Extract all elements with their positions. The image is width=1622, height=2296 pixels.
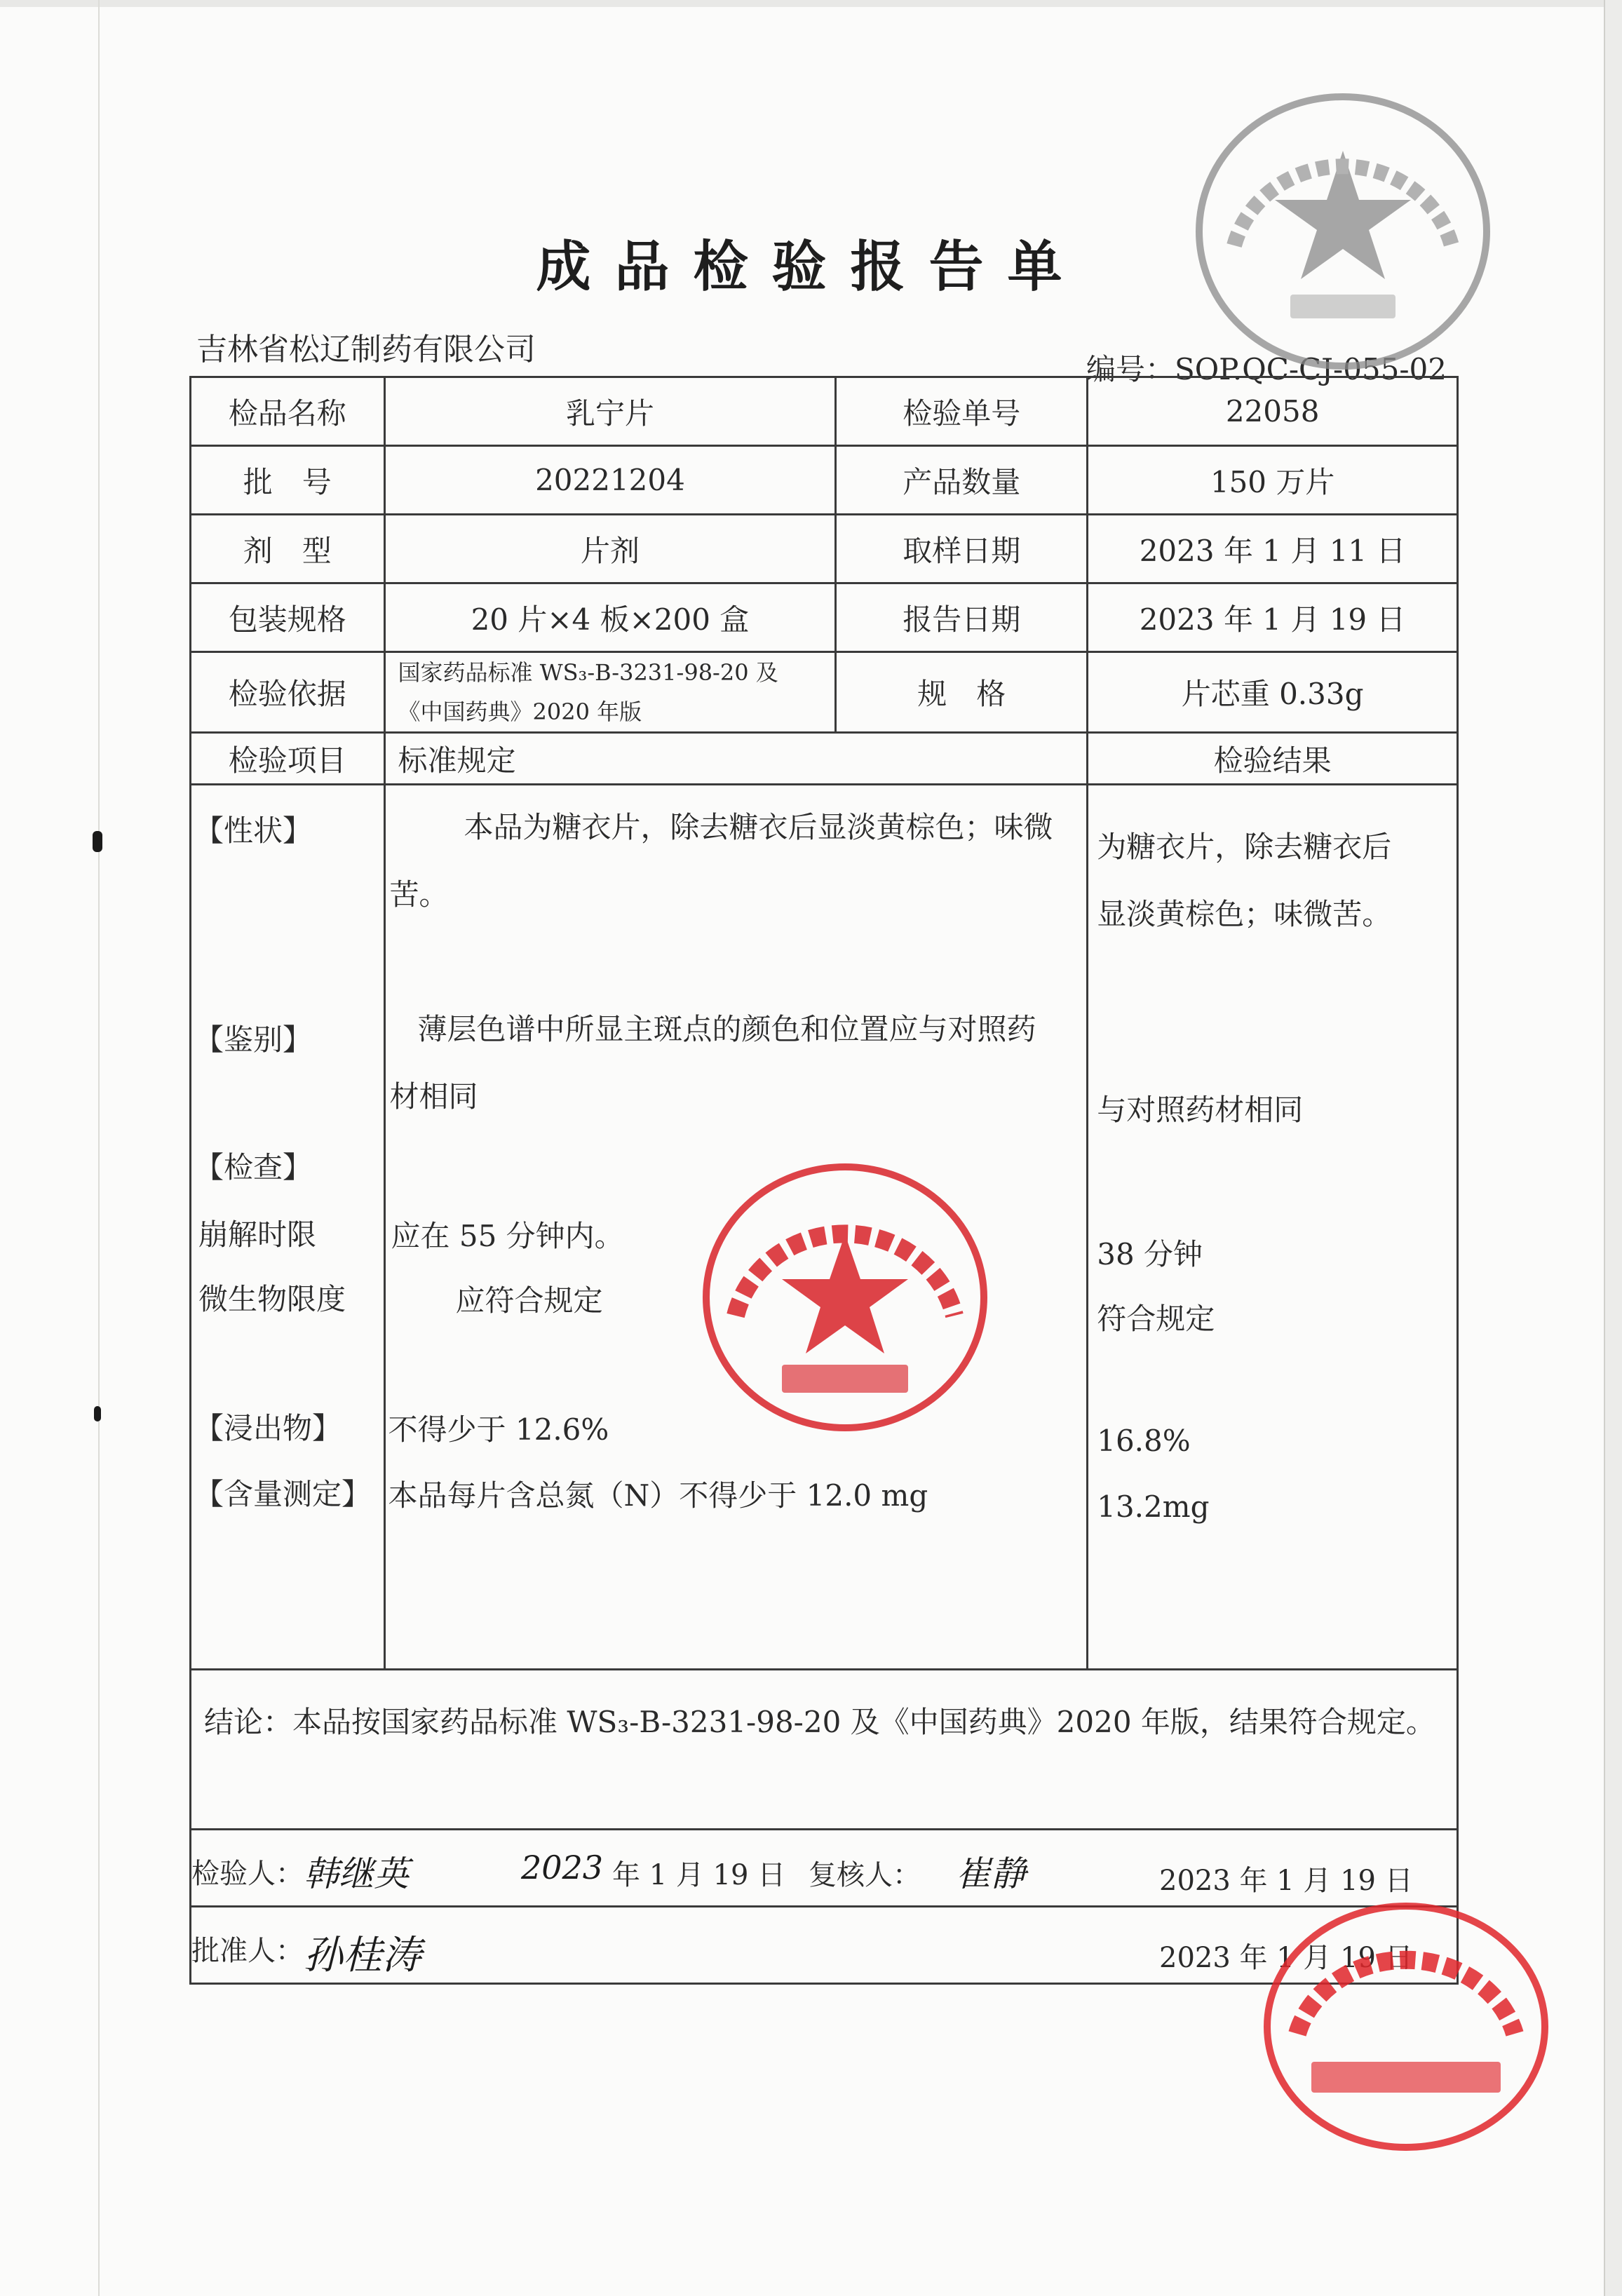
approver-signature: 孙桂涛	[304, 1933, 421, 1978]
header-standard: 标准规定	[384, 733, 1088, 785]
document-number: 编号：SOP.QC-CJ-055-02	[1086, 352, 1447, 386]
result-assay: 13.2mg	[1097, 1490, 1210, 1524]
result-disintegration: 38 分钟	[1097, 1237, 1203, 1271]
scan-speck	[93, 831, 102, 852]
label-spec: 规 格	[836, 652, 1088, 733]
approver-label: 批准人：	[191, 1935, 304, 1967]
row-batch	[191, 446, 1458, 515]
label-product-name: 检品名称	[191, 377, 385, 446]
header-result: 检验结果	[1088, 733, 1458, 785]
label-package: 包装规格	[191, 583, 385, 652]
reviewer-signature: 崔静	[956, 1853, 1026, 1894]
value-basis: 国家药品标准 WS₃-B-3231-98-20 及《中国药典》2020 年版	[384, 652, 836, 733]
inspector-date-year: 2023	[521, 1849, 604, 1886]
value-package: 20 片×4 板×200 盒	[384, 583, 836, 652]
value-product-name: 乳宁片	[384, 377, 836, 446]
item-inspection: 【检查】	[194, 1150, 313, 1184]
quality-dept-seal-red	[691, 1150, 999, 1445]
label-sampling-date: 取样日期	[836, 515, 1088, 583]
value-batch: 20221204	[384, 446, 836, 515]
label-dosage: 剂 型	[191, 515, 385, 583]
value-quantity: 150 万片	[1088, 446, 1458, 515]
standard-identification: 薄层色谱中所显主斑点的颜色和位置应与对照药材相同	[389, 1012, 1036, 1114]
reviewer-date: 2023 年 1 月 19 日	[1159, 1865, 1413, 1897]
approver-date: 2023 年 1 月 19 日	[1159, 1942, 1413, 1974]
inspector-date: 年 1 月 19 日	[612, 1859, 786, 1891]
header-item: 检验项目	[191, 733, 385, 785]
row-dosage	[191, 515, 1458, 583]
label-batch: 批 号	[191, 446, 385, 515]
standard-disintegration: 应在 55 分钟内。	[391, 1219, 624, 1253]
quality-seal-red-bottom	[1255, 1893, 1557, 2160]
reviewer-label: 复核人：	[809, 1859, 921, 1891]
row-package	[191, 583, 1458, 652]
value-dosage: 片剂	[384, 515, 836, 583]
item-disintegration: 崩解时限	[198, 1217, 317, 1252]
inspector-signature: 韩继英	[304, 1853, 409, 1894]
item-extract: 【浸出物】	[194, 1411, 342, 1445]
document-title: 成品检验报告单	[536, 236, 1086, 299]
scan-edge-left	[98, 0, 100, 2296]
standard-microbial: 应符合规定	[455, 1283, 603, 1318]
standard-assay: 本品每片含总氮（N）不得少于 12.0 mg	[388, 1478, 928, 1513]
company-name: 吉林省松辽制药有限公司	[196, 332, 536, 367]
result-microbial: 符合规定	[1097, 1302, 1215, 1336]
inspector-label: 检验人：	[191, 1858, 304, 1890]
row-product-name	[191, 377, 1458, 446]
scan-speck	[94, 1406, 101, 1422]
result-appearance: 为糖衣片，除去糖衣后显淡黄棕色；味微苦。	[1097, 830, 1392, 931]
items-column	[191, 785, 385, 1670]
standard-appearance: 本品为糖衣片，除去糖衣后显淡黄棕色；味微苦。	[389, 810, 1053, 912]
standard-extract: 不得少于 12.6%	[388, 1412, 609, 1447]
label-basis: 检验依据	[191, 652, 385, 733]
company-seal-gray	[1185, 84, 1501, 379]
item-identification: 【鉴别】	[194, 1022, 313, 1057]
label-report-date: 报告日期	[836, 583, 1088, 652]
scan-edge-right	[1604, 0, 1622, 2296]
item-assay: 【含量测定】	[194, 1477, 372, 1511]
result-extract: 16.8%	[1097, 1424, 1191, 1458]
label-report-no: 检验单号	[836, 377, 1088, 446]
value-spec: 片芯重 0.33g	[1088, 652, 1458, 733]
row-column-headers	[191, 733, 1458, 785]
row-basis	[191, 652, 1458, 733]
result-identification: 与对照药材相同	[1097, 1093, 1304, 1127]
row-conclusion	[191, 1670, 1458, 1830]
value-report-date: 2023 年 1 月 19 日	[1088, 583, 1458, 652]
scan-edge-top	[0, 0, 1622, 7]
label-quantity: 产品数量	[836, 446, 1088, 515]
value-sampling-date: 2023 年 1 月 11 日	[1088, 515, 1458, 583]
value-report-no: 22058	[1088, 377, 1458, 446]
results-column	[1088, 785, 1458, 1670]
conclusion-text: 结论：本品按国家药品标准 WS₃-B-3231-98-20 及《中国药典》2020 年版，结果符合规定。	[191, 1670, 1458, 1830]
item-appearance: 【性状】	[194, 813, 313, 848]
item-microbial: 微生物限度	[198, 1282, 346, 1316]
